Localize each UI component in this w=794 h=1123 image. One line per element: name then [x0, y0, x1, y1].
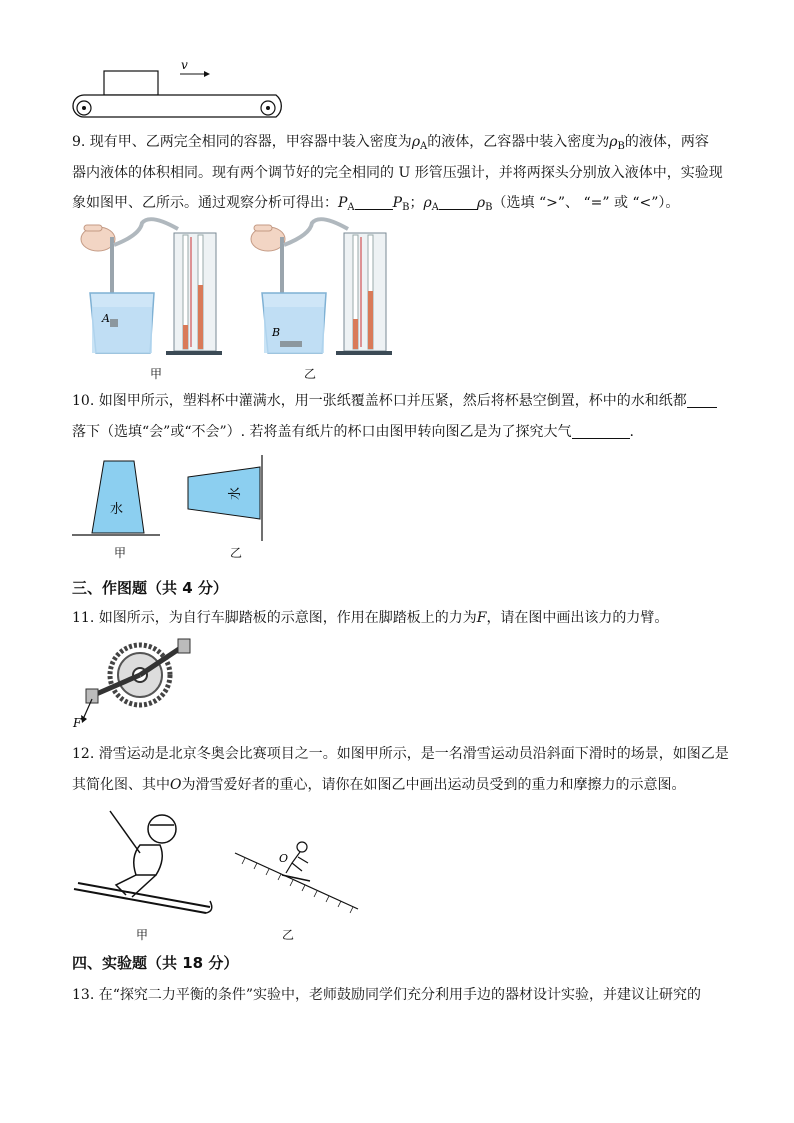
- probe-label-b: B: [272, 326, 281, 339]
- pressure-gauge-figure-jia: [70, 215, 230, 365]
- caption-jia-q12: 甲: [136, 928, 149, 942]
- velocity-label: v: [181, 58, 188, 72]
- q9-line1: 9. 现有甲、乙两完全相同的容器，甲容器中装入密度为$\rho_A$的液体，乙容器中装入密度为$\rho_B$的液体，两容: [72, 134, 709, 152]
- caption-jia-q10: 甲: [114, 546, 127, 560]
- caption-yi-q10: 乙: [230, 546, 243, 560]
- q9-line2: 器内液体的体积相同。现有两个调节好的完全相同的 U 形管压强计，并将两探头分别放入液体中，实验现: [72, 165, 723, 181]
- probe-label-a: A: [102, 312, 110, 325]
- caption-yi-q9: 乙: [304, 367, 317, 381]
- force-label: F: [73, 716, 82, 730]
- section-3-title: 三、作图题（共 4 分）: [72, 579, 228, 597]
- section-4-title: 四、实验题（共 18 分）: [72, 954, 239, 972]
- center-of-gravity-label: O: [279, 852, 289, 865]
- caption-jia-q9: 甲: [150, 367, 163, 381]
- bicycle-pedal-figure: [70, 633, 200, 733]
- pressure-gauge-figure-yi: [240, 215, 400, 365]
- answer-blank-atmosphere: [572, 424, 630, 439]
- q10-line2: 落下（选填“会”或“不会”）. 若将盖有纸片的杯口由图甲转向图乙是为了探究大气 .: [72, 424, 634, 440]
- water-label-jia: 水: [110, 502, 124, 517]
- q11-text: 11. 如图所示，为自行车脚踏板的示意图，作用在脚踏板上的力为F，请在图中画出该力的力臂。: [72, 610, 669, 626]
- conveyor-belt-figure: [70, 58, 302, 120]
- answer-blank-p: [355, 195, 393, 210]
- answer-blank-fall: [687, 393, 717, 408]
- water-label-yi: 水: [228, 486, 243, 500]
- skier-figure: [70, 805, 370, 925]
- answer-blank-rho: [439, 195, 477, 210]
- q9-line3: 象如图甲、乙所示。通过观察分析可得出：$P_A$ $P_B$；$\rho_A$ $\rho_B$（选填 “>”、 “=” 或 “<”）。: [72, 195, 680, 213]
- cup-figure: [70, 455, 280, 545]
- q10-line1: 10. 如图甲所示，塑料杯中灌满水，用一张纸覆盖杯口并压紧，然后将杯悬空倒置，杯中的水和纸都: [72, 391, 717, 411]
- q13-line1: 13. 在“探究二力平衡的条件”实验中，老师鼓励同学们充分利用手边的器材设计实验，并建议让研究的: [72, 987, 702, 1003]
- caption-yi-q12: 乙: [282, 928, 295, 942]
- q12-line2: 其简化图、其中O为滑雪爱好者的重心，请你在如图乙中画出运动员受到的重力和摩擦力的示意图。: [72, 777, 686, 793]
- q12-line1: 12. 滑雪运动是北京冬奥会比赛项目之一。如图甲所示，是一名滑雪运动员沿斜面下滑时的场景，如图乙是: [72, 746, 729, 762]
